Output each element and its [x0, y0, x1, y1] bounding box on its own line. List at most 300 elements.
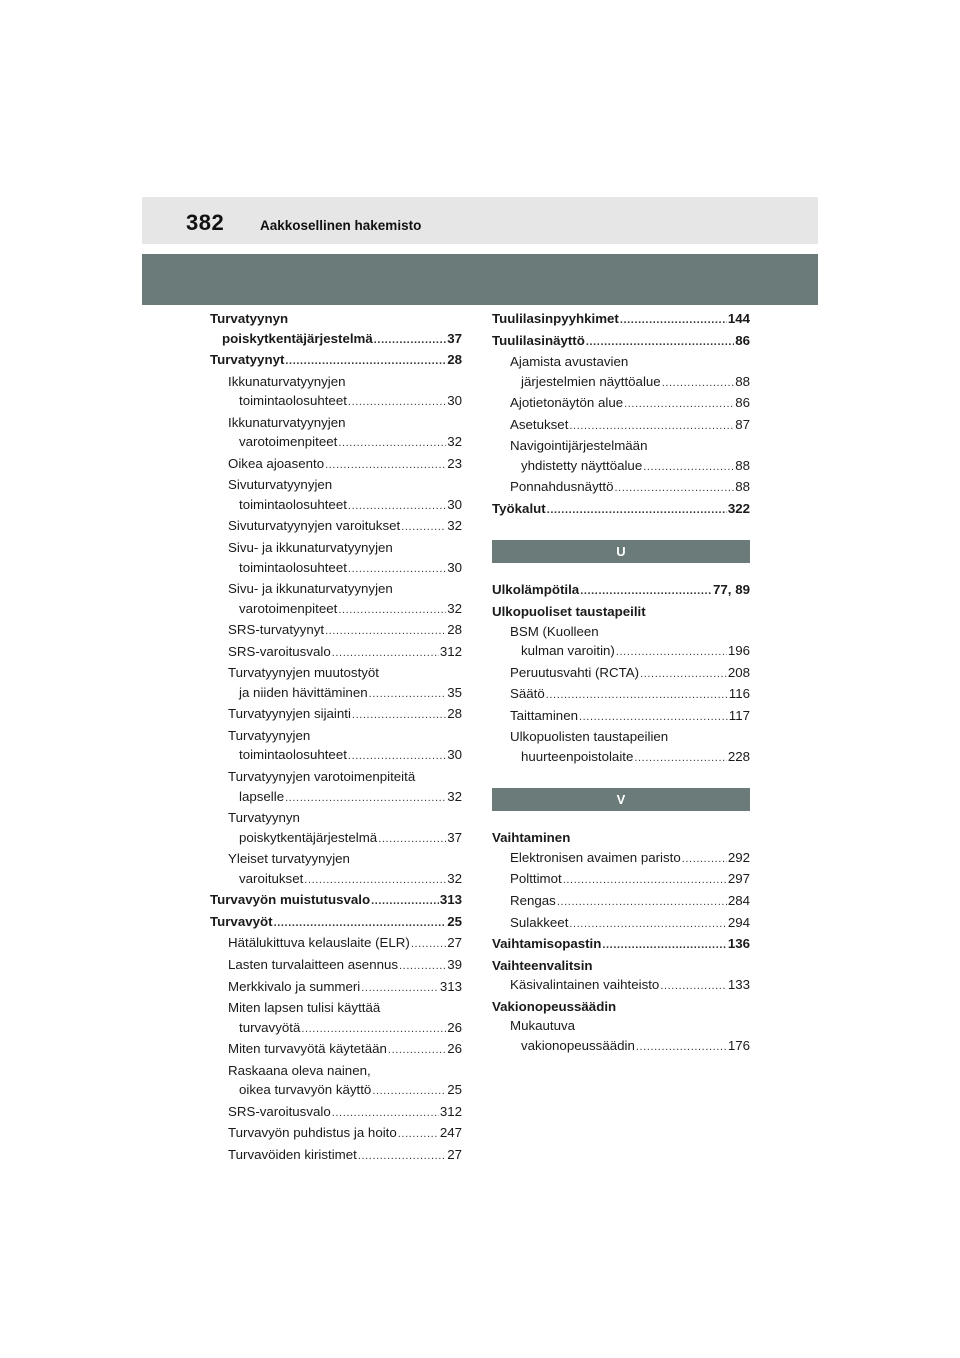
page-number: 382: [186, 210, 225, 235]
leader-dots: [304, 871, 446, 891]
leader-dots: [569, 417, 734, 437]
entry-label: Vaihteenvalitsin: [492, 957, 593, 973]
decorative-band: [142, 254, 818, 305]
index-sub-entry: [492, 622, 750, 663]
leader-dots: [398, 1125, 439, 1145]
index-column-right: [492, 309, 750, 1057]
page-reference: 297: [727, 871, 750, 887]
leader-dots: [624, 395, 734, 415]
leader-dots: [348, 393, 446, 413]
entry-line: [510, 393, 750, 415]
index-sub-entry: [210, 475, 462, 516]
entry-label: Säätö: [510, 686, 545, 702]
entry-label: yhdistetty näyttöalue: [521, 457, 643, 473]
entry-line: [228, 1145, 462, 1167]
entry-line: [228, 1102, 462, 1124]
leader-dots: [372, 1082, 446, 1102]
leader-dots: [332, 644, 439, 664]
entry-line: [228, 1061, 462, 1081]
entry-line: [228, 933, 462, 955]
entry-line: [492, 828, 750, 848]
entry-label: Turvatyynyjen sijainti: [228, 706, 351, 722]
index-sub-entry: [492, 727, 750, 768]
entry-label: Raskaana oleva nainen,: [228, 1062, 371, 1078]
index-sub-entry: [210, 726, 462, 767]
index-main-entry: [210, 890, 462, 912]
entry-label: Miten lapsen tulisi käyttää: [228, 1000, 381, 1016]
index-sub-entry: [492, 848, 750, 870]
entry-line: [492, 331, 750, 353]
entry-line: [510, 869, 750, 891]
index-sub-entry: [210, 955, 462, 977]
leader-dots: [378, 830, 446, 850]
entry-line: [492, 997, 750, 1017]
entry-line: [228, 977, 462, 999]
leader-dots: [325, 456, 446, 476]
entry-label: toimintaolosuhteet: [239, 747, 347, 763]
entry-line: [210, 309, 462, 329]
index-column-left: [210, 309, 462, 1166]
index-sub-entry: [210, 579, 462, 620]
index-sub-entry: [492, 477, 750, 499]
entry-line: [228, 726, 462, 746]
entry-line: [510, 684, 750, 706]
index-sub-entry: [210, 1061, 462, 1102]
entry-label: Polttimot: [510, 871, 562, 887]
entry-line: [510, 415, 750, 437]
entry-label: Turvatyynyn: [228, 810, 300, 826]
entry-label: varotoimenpiteet: [239, 434, 338, 450]
entry-label: SRS-varoitusvalo: [228, 1103, 331, 1119]
entry-label: Taittaminen: [510, 707, 578, 723]
index-sub-entry: [210, 849, 462, 890]
entry-label: Vaihtaminen: [492, 830, 571, 846]
page-reference: 144: [727, 311, 750, 326]
index-sub-entry: [492, 913, 750, 935]
index-sub-entry: [492, 706, 750, 728]
entry-line: [228, 413, 462, 433]
index-sub-entry: [210, 1039, 462, 1061]
entry-label: lapselle: [239, 788, 285, 804]
entry-label: Turvatyynyt: [210, 352, 285, 368]
entry-label: Turvatyynyjen varotoimenpiteitä: [228, 769, 416, 785]
entry-label: Asetukset: [510, 416, 569, 432]
entry-line: [210, 350, 462, 372]
entry-line: [228, 1080, 462, 1102]
page-reference: 37: [447, 330, 462, 346]
entry-line: [228, 663, 462, 683]
index-sub-entry: [210, 998, 462, 1039]
entry-label: huurteenpoistolaite: [521, 748, 634, 764]
entry-label: Tuulilasinäyttö: [492, 332, 585, 348]
entry-list: [492, 828, 750, 1057]
page-reference: 30: [447, 559, 462, 575]
entry-line: [510, 727, 750, 747]
leader-dots: [579, 708, 728, 728]
page-reference: 25: [447, 913, 462, 929]
entry-label: turvavyötä: [239, 1019, 301, 1035]
leader-dots: [634, 749, 726, 769]
entry-line: [510, 706, 750, 728]
letter-divider-u: U: [492, 540, 750, 563]
leader-dots: [546, 686, 728, 706]
entry-label: Elektronisen avaimen paristo: [510, 849, 681, 865]
entry-label: Sivuturvatyynyjen varoitukset: [228, 518, 401, 534]
entry-label: Käsivalintainen vaihteisto: [510, 977, 660, 993]
entry-line: [228, 998, 462, 1018]
entry-list: [210, 309, 462, 1166]
index-sub-entry: [492, 1016, 750, 1057]
index-sub-entry: [210, 808, 462, 849]
leader-dots: [615, 479, 735, 499]
leader-dots: [388, 1041, 446, 1061]
leader-dots: [332, 1104, 439, 1124]
entry-line: [228, 454, 462, 476]
page-reference: 30: [447, 496, 462, 512]
index-main-entry: [492, 934, 750, 956]
page-reference: 312: [439, 643, 462, 659]
entry-line: [228, 642, 462, 664]
leader-dots: [662, 374, 735, 394]
entry-line: [492, 580, 750, 602]
leader-dots: [358, 1147, 446, 1167]
index-main-entry: [492, 580, 750, 602]
entry-line: [510, 1016, 750, 1036]
page-reference: 176: [727, 1037, 750, 1053]
index-sub-entry: [210, 933, 462, 955]
leader-dots: [285, 352, 446, 372]
page-reference: 136: [727, 936, 750, 952]
page-reference: 88: [735, 479, 750, 495]
leader-dots: [399, 957, 446, 977]
page-reference: 35: [447, 684, 462, 700]
entry-label: SRS-turvatyynyt: [228, 622, 325, 638]
index-main-entry: [492, 602, 750, 622]
entry-line: [510, 1036, 750, 1058]
leader-dots: [371, 892, 439, 912]
page-reference: 32: [447, 518, 462, 534]
entry-line: [492, 602, 750, 622]
entry-label: poiskytkentäjärjestelmä: [222, 330, 373, 346]
entry-line: [228, 955, 462, 977]
entry-line: [228, 1018, 462, 1040]
entry-label: kulman varoitin): [521, 643, 615, 659]
page-reference: 196: [727, 643, 750, 659]
leader-dots: [682, 850, 727, 870]
page-reference: 312: [439, 1103, 462, 1119]
index-sub-entry: [492, 393, 750, 415]
entry-label: Ikkunaturvatyynyjen: [228, 373, 346, 389]
entry-line: [510, 436, 750, 456]
index-sub-entry: [492, 352, 750, 393]
page-reference: 228: [727, 748, 750, 764]
section-title: Aakkosellinen hakemisto: [260, 218, 422, 233]
entry-label: BSM (Kuolleen: [510, 623, 599, 639]
page-reference: 37: [447, 829, 462, 845]
page-reference: 247: [439, 1125, 462, 1141]
page-reference: 26: [447, 1019, 462, 1035]
index-sub-entry: [210, 454, 462, 476]
index-main-entry: [492, 828, 750, 848]
entry-line: [228, 620, 462, 642]
index-main-entry: [492, 956, 750, 976]
page-reference: 32: [447, 434, 462, 450]
page-reference: 208: [727, 664, 750, 680]
header-band: [142, 197, 818, 244]
leader-dots: [563, 871, 727, 891]
index-sub-entry: [210, 642, 462, 664]
index-main-entry: [492, 331, 750, 353]
entry-label: Työkalut: [492, 500, 546, 516]
page-reference: 313: [439, 978, 462, 994]
entry-line: [228, 372, 462, 392]
entry-label: Lasten turvalaitteen asennus: [228, 956, 399, 972]
entry-line: [492, 499, 750, 521]
index-sub-entry: [210, 516, 462, 538]
entry-label: poiskytkentäjärjestelmä: [239, 829, 378, 845]
entry-line: [228, 432, 462, 454]
entry-line: [228, 495, 462, 517]
leader-dots: [285, 789, 446, 809]
entry-line: [228, 869, 462, 891]
index-sub-entry: [210, 767, 462, 808]
entry-label: Turvatyynyjen muutostyöt: [228, 665, 380, 681]
entry-label: Ajotietonäytön alue: [510, 395, 624, 411]
entry-line: [492, 956, 750, 976]
page-reference: 23: [447, 455, 462, 471]
leader-dots: [636, 1038, 727, 1058]
page-reference: 30: [447, 393, 462, 409]
entry-label: Rengas: [510, 893, 556, 909]
page-reference: 133: [727, 977, 750, 993]
page-reference: 26: [447, 1041, 462, 1057]
entry-line: [228, 558, 462, 580]
entry-line: [228, 1039, 462, 1061]
leader-dots: [411, 935, 446, 955]
index-sub-entry: [492, 684, 750, 706]
entry-label: Peruutusvahti (RCTA): [510, 664, 640, 680]
leader-dots: [374, 331, 446, 351]
page-reference: 87: [735, 416, 750, 432]
entry-label: SRS-varoitusvalo: [228, 643, 331, 659]
entry-line: [510, 477, 750, 499]
entry-label: Ajamista avustavien: [510, 354, 629, 370]
leader-dots: [352, 706, 446, 726]
entry-line: [510, 891, 750, 913]
entry-label: Sivuturvatyynyjen: [228, 477, 333, 493]
page-reference: 28: [447, 352, 462, 368]
entry-line: [510, 622, 750, 642]
entry-label: toimintaolosuhteet: [239, 496, 347, 512]
entry-line: [210, 912, 462, 934]
entry-line: [510, 975, 750, 997]
entry-line: [228, 767, 462, 787]
leader-dots: [640, 665, 727, 685]
index-sub-entry: [492, 891, 750, 913]
entry-label: Navigointijärjestelmään: [510, 438, 648, 454]
entry-line: [510, 913, 750, 935]
leader-dots: [602, 936, 726, 956]
leader-dots: [369, 685, 447, 705]
leader-dots: [580, 582, 712, 602]
entry-list: [492, 309, 750, 520]
leader-dots: [361, 979, 439, 999]
entry-line: [492, 934, 750, 956]
page-reference: 28: [447, 622, 462, 638]
leader-dots: [586, 333, 734, 353]
page-reference: 294: [727, 914, 750, 930]
leader-dots: [557, 893, 727, 913]
page-reference: 77, 89: [713, 582, 750, 598]
page-reference: 30: [447, 747, 462, 763]
entry-label: Ikkunaturvatyynyjen: [228, 414, 346, 430]
entry-label: varotoimenpiteet: [239, 600, 338, 616]
entry-line: [210, 329, 462, 351]
index-sub-entry: [210, 663, 462, 704]
leader-dots: [401, 518, 446, 538]
entry-label: Merkkivalo ja summeri: [228, 978, 361, 994]
entry-label: vakionopeussäädin: [521, 1037, 635, 1053]
entry-label: Sulakkeet: [510, 914, 569, 930]
index-sub-entry: [492, 415, 750, 437]
leader-dots: [338, 434, 446, 454]
leader-dots: [620, 311, 727, 331]
page-reference: 284: [727, 893, 750, 909]
entry-list: [492, 580, 750, 768]
entry-label: Ulkolämpötila: [492, 582, 580, 598]
page-reference: 86: [735, 395, 750, 411]
entry-line: [228, 745, 462, 767]
entry-label: oikea turvavyön käyttö: [239, 1082, 372, 1098]
leader-dots: [643, 458, 734, 478]
leader-dots: [569, 915, 726, 935]
page-reference: 117: [728, 707, 750, 723]
entry-label: Oikea ajoasento: [228, 455, 325, 471]
index-main-entry: [210, 350, 462, 372]
entry-label: Ponnahdusnäyttö: [510, 479, 614, 495]
leader-dots: [301, 1020, 446, 1040]
entry-line: [492, 309, 750, 331]
leader-dots: [338, 601, 446, 621]
index-sub-entry: [210, 413, 462, 454]
index-sub-entry: [210, 372, 462, 413]
entry-line: [228, 599, 462, 621]
page-reference: 116: [728, 686, 750, 702]
entry-line: [510, 848, 750, 870]
index-sub-entry: [210, 1102, 462, 1124]
letter-divider-v: V: [492, 788, 750, 811]
entry-label: Hätälukittuva kelauslaite (ELR): [228, 935, 410, 951]
index-sub-entry: [210, 1123, 462, 1145]
entry-label: Miten turvavyötä käytetään: [228, 1041, 387, 1057]
entry-label: Mukautuva: [510, 1018, 576, 1034]
entry-label: Turvatyynyjen: [228, 727, 311, 743]
entry-line: [510, 663, 750, 685]
index-sub-entry: [492, 663, 750, 685]
entry-label: Turvatyynyn: [210, 311, 289, 326]
index-sub-entry: [210, 620, 462, 642]
entry-line: [228, 849, 462, 869]
page-reference: 313: [439, 892, 462, 908]
index-sub-entry: [492, 869, 750, 891]
entry-line: [228, 1123, 462, 1145]
leader-dots: [348, 747, 446, 767]
entry-label: Turvavyöt: [210, 913, 273, 929]
entry-label: toimintaolosuhteet: [239, 559, 347, 575]
entry-line: [228, 391, 462, 413]
page-reference: 292: [727, 849, 750, 865]
entry-label: Ulkopuolisten taustapeilien: [510, 729, 669, 745]
page-reference: 39: [447, 956, 462, 972]
index-main-entry: [210, 309, 462, 350]
leader-dots: [660, 977, 727, 997]
index-sub-entry: [210, 977, 462, 999]
index-sub-entry: [210, 704, 462, 726]
page-reference: 32: [447, 600, 462, 616]
entry-line: [510, 352, 750, 372]
entry-label: varoitukset: [239, 870, 304, 886]
leader-dots: [348, 497, 446, 517]
index-main-entry: [492, 309, 750, 331]
entry-label: Tuulilasinpyyhkimet: [492, 311, 619, 326]
page-reference: 88: [735, 373, 750, 389]
entry-label: Sivu- ja ikkunaturvatyynyjen: [228, 540, 393, 556]
index-sub-entry: [210, 1145, 462, 1167]
leader-dots: [616, 643, 727, 663]
entry-label: Turvavöiden kiristimet: [228, 1146, 357, 1162]
entry-label: järjestelmien näyttöalue: [521, 373, 661, 389]
entry-label: Turvavyön muistutusvalo: [210, 892, 371, 908]
entry-line: [228, 828, 462, 850]
page-reference: 32: [447, 788, 462, 804]
page-reference: 88: [735, 457, 750, 473]
entry-label: Vakionopeussäädin: [492, 998, 617, 1014]
entry-line: [228, 579, 462, 599]
leader-dots: [348, 560, 446, 580]
entry-line: [228, 683, 462, 705]
page-reference: 28: [447, 706, 462, 722]
index-main-entry: [210, 912, 462, 934]
page-reference: 27: [447, 935, 462, 951]
leader-dots: [274, 914, 447, 934]
entry-label: Sivu- ja ikkunaturvatyynyjen: [228, 581, 393, 597]
entry-line: [228, 516, 462, 538]
entry-label: toimintaolosuhteet: [239, 393, 347, 409]
entry-line: [510, 372, 750, 394]
entry-line: [228, 538, 462, 558]
entry-label: Vaihtamisopastin: [492, 936, 602, 952]
entry-line: [510, 641, 750, 663]
page-reference: 322: [727, 500, 750, 516]
leader-dots: [547, 501, 727, 521]
entry-label: Yleiset turvatyynyjen: [228, 851, 350, 867]
entry-line: [228, 808, 462, 828]
page-reference: 27: [447, 1146, 462, 1162]
index-main-entry: [492, 997, 750, 1017]
entry-line: [510, 747, 750, 769]
index-sub-entry: [492, 436, 750, 477]
entry-line: [210, 890, 462, 912]
page-reference: 86: [735, 332, 750, 348]
entry-label: Turvavyön puhdistus ja hoito: [228, 1125, 397, 1141]
page-reference: 32: [447, 870, 462, 886]
entry-label: ja niiden hävittäminen: [239, 684, 368, 700]
page-reference: 25: [447, 1082, 462, 1098]
index-sub-entry: [492, 975, 750, 997]
leader-dots: [325, 622, 446, 642]
entry-line: [228, 787, 462, 809]
index-main-entry: [492, 499, 750, 521]
